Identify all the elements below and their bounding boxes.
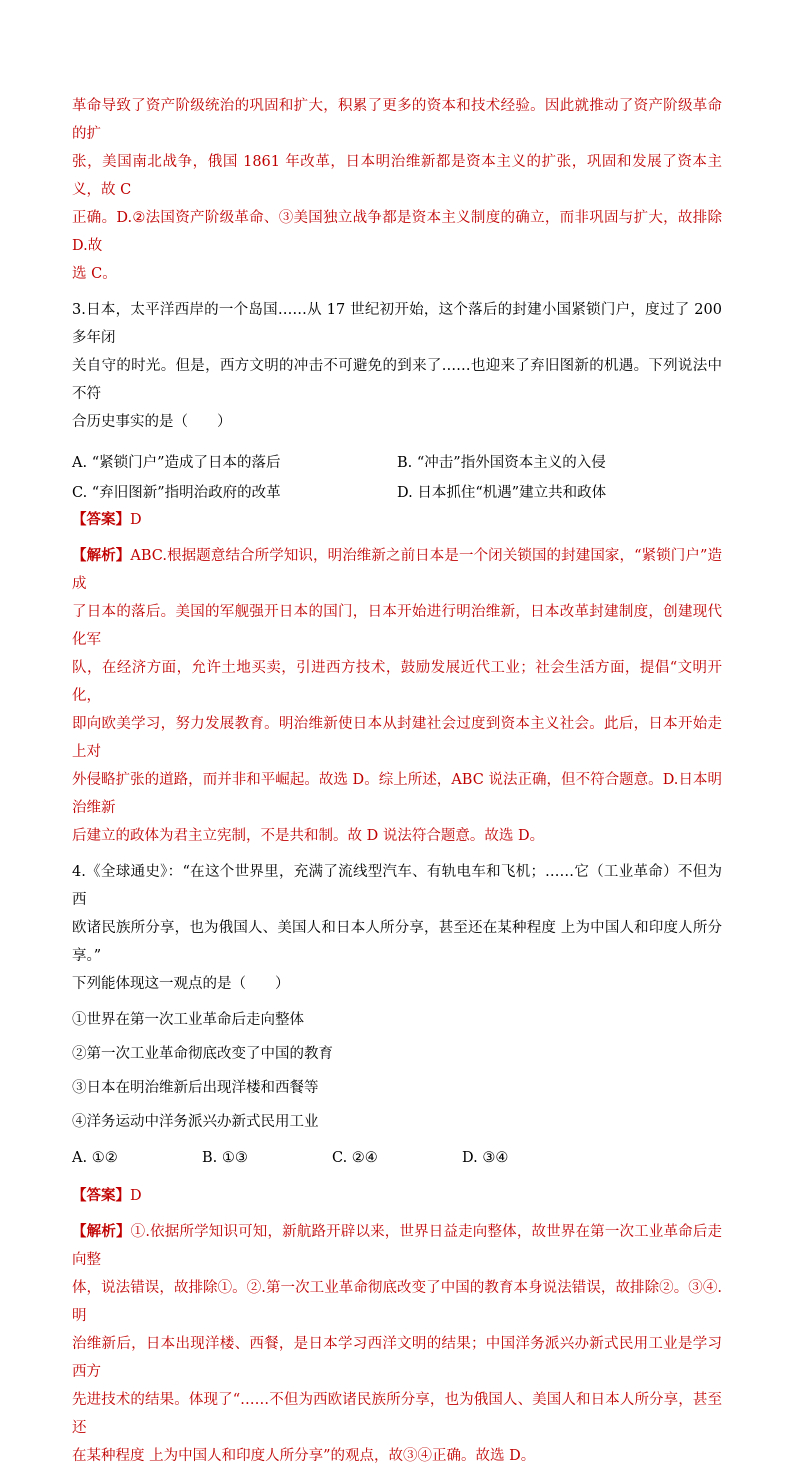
analysis-tag: 【解析】: [72, 547, 131, 564]
option-a: A. “紧锁门户”造成了日本的落后: [72, 454, 281, 471]
question-stem-line: 下列能体现这一观点的是（ ）: [72, 976, 290, 992]
analysis-line: 【解析】ABC.根据题意结合所学知识，明治维新之前日本是一个闭关锁国的封建国家，“紧锁门户”造成: [72, 547, 723, 592]
previous-analysis-continuation: [72, 92, 722, 288]
statement-item: ①世界在第一次工业革命后走向整体: [72, 1012, 304, 1028]
statement-item: ④洋务运动中洋务派兴办新式民用工业: [72, 1114, 319, 1130]
answer-tag: 【答案】: [72, 511, 130, 528]
option-b: B. “冲击”指外国资本主义的入侵: [397, 454, 606, 471]
question-3-options: [72, 446, 722, 506]
answer-value: D: [130, 512, 142, 528]
question-4-choices: [72, 1146, 722, 1170]
option-d: D. 日本抓住“机遇”建立共和政体: [397, 484, 607, 501]
choice-d: D. ③④: [462, 1150, 509, 1166]
text-line: 选 C。: [72, 266, 117, 282]
analysis-line: 在某种程度 上为中国人和印度人所分享”的观点，故③④正确。故选 D。: [72, 1448, 536, 1464]
analysis-line: 先进技术的结果。体现了“……不但为西欧诸民族所分享，也为俄国人、美国人和日本人所分享，甚至还: [72, 1392, 722, 1436]
text-line: 革命导致了资产阶级统治的巩固和扩大，积累了更多的资本和技术经验。因此就推动了资产阶级革命的扩: [72, 98, 722, 142]
text-line: 张，美国南北战争，俄国 1861 年改革，日本明治维新都是资本主义的扩张，巩固和发展了资本主义，故 C: [72, 154, 722, 198]
question-4: [72, 858, 722, 1470]
option-c: C. “弃旧图新”指明治政府的改革: [72, 484, 281, 501]
analysis-line: 体，说法错误，故排除①。②.第一次工业革命彻底改变了中国的教育本身说法错误，故排除②。③④.明: [72, 1280, 722, 1324]
analysis-line: 治维新后，日本出现洋楼、西餐，是日本学习西洋文明的结果；中国洋务派兴办新式民用工业是学习西方: [72, 1336, 722, 1380]
question-stem-line: 关自守的时光。但是，西方文明的冲击不可避免的到来了……也迎来了弃旧图新的机遇。下列说法中不符: [72, 358, 722, 402]
question-stem-line: 3.日本，太平洋西岸的一个岛国……从 17 世纪初开始，这个落后的封建小国紧锁门户，度过了 200 多年闭: [72, 302, 722, 346]
question-3: [72, 296, 722, 850]
analysis-line: 【解析】①.依据所学知识可知，新航路开辟以来，世界日益走向整体，故世界在第一次工业革命后走向整: [72, 1223, 722, 1268]
question-stem-line: 欧诸民族所分享，也为俄国人、美国人和日本人所分享，甚至还在某种程度 上为中国人和印度人所分享。”: [72, 920, 722, 964]
analysis-line: 后建立的政体为君主立宪制，不是共和制。故 D 说法符合题意。故选 D。: [72, 828, 545, 844]
choice-a: A. ①②: [72, 1150, 118, 1166]
answer-value: D: [130, 1188, 142, 1204]
statement-item: ②第一次工业革命彻底改变了中国的教育: [72, 1046, 333, 1062]
analysis-line: 外侵略扩张的道路，而并非和平崛起。故选 D。综上所述，ABC 说法正确，但不符合题意。D.日本明治维新: [72, 772, 722, 816]
choice-b: B. ①③: [202, 1150, 248, 1166]
analysis-block: [72, 542, 722, 850]
analysis-line: 即向欧美学习，努力发展教育。明治维新使日本从封建社会过度到资本主义社会。此后，日本开始走上对: [72, 716, 722, 760]
analysis-block: [72, 1218, 722, 1470]
question-stem-line: 4.《全球通史》：“在这个世界里，充满了流线型汽车、有轨电车和飞机；……它（工业革命）不但为西: [72, 864, 722, 908]
analysis-line: 队，在经济方面，允许土地买卖，引进西方技术，鼓励发展近代工业；社会生活方面，提倡“文明开化，: [72, 660, 722, 704]
question-stem-line: 合历史事实的是（ ）: [72, 414, 232, 430]
answer-block: [72, 1184, 722, 1208]
choice-c: C. ②④: [332, 1150, 378, 1166]
answer-tag: 【答案】: [72, 1187, 130, 1204]
statement-item: ③日本在明治维新后出现洋楼和西餐等: [72, 1080, 319, 1096]
analysis-tag: 【解析】: [72, 1223, 131, 1240]
analysis-line: 了日本的落后。美国的军舰强开日本的国门，日本开始进行明治维新，日本改革封建制度，创建现代化军: [72, 604, 722, 648]
answer-block: [72, 508, 722, 532]
text-line: 正确。D.②法国资产阶级革命、③美国独立战争都是资本主义制度的确立，而非巩固与扩大，故排除 D.故: [72, 210, 722, 254]
